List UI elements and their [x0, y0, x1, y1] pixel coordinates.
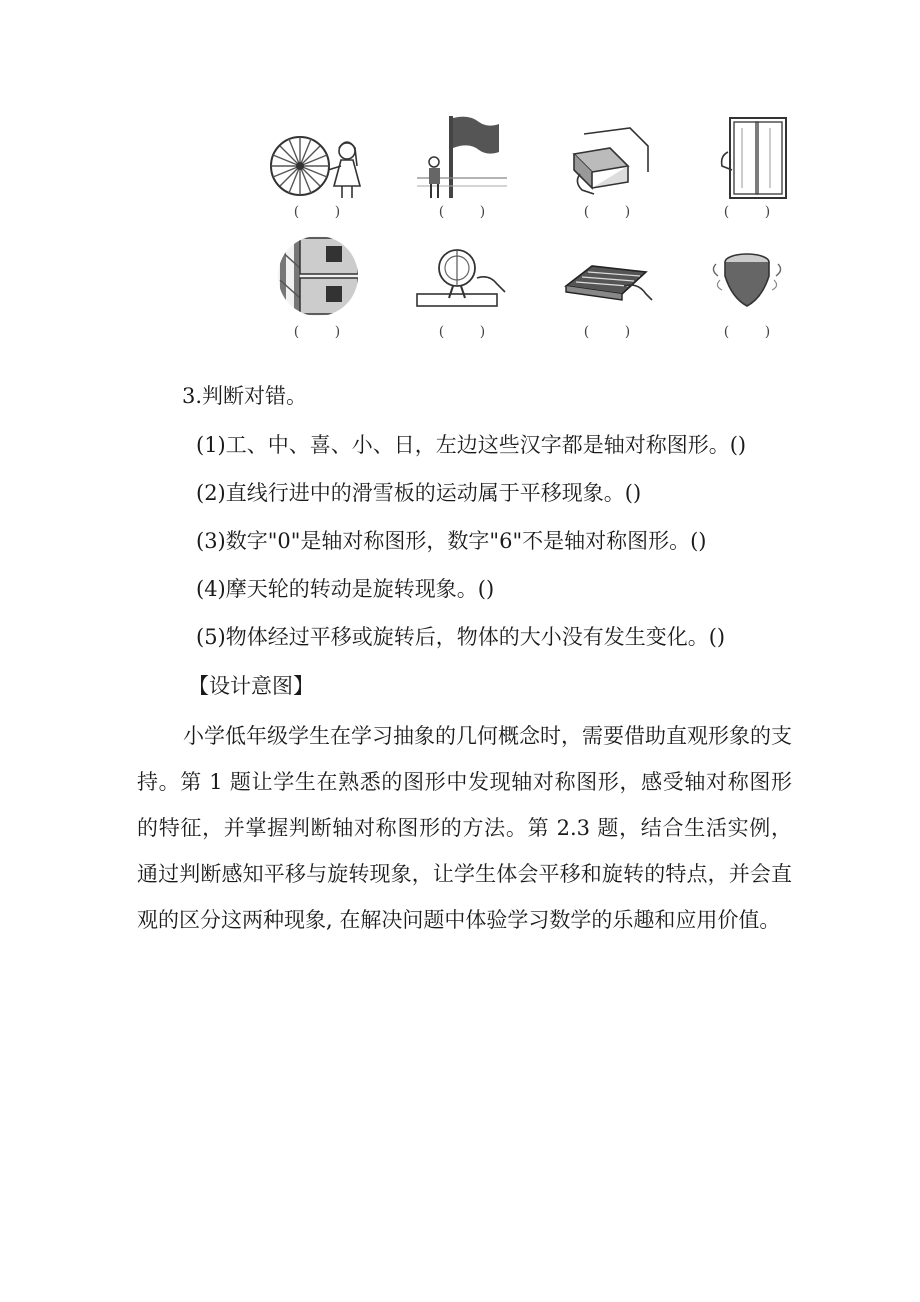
figure-item-3: [552, 108, 662, 223]
answer-blank: ( ): [293, 204, 341, 220]
question-item-3: (3)数字"0"是轴对称图形，数字"6"不是轴对称图形。(): [196, 529, 707, 553]
design-intent-label: 【设计意图】: [188, 674, 314, 698]
figure-item-5: [262, 228, 372, 343]
figure-item-6: [407, 228, 517, 343]
question-title: 3.判断对错。: [182, 384, 308, 408]
answer-blank: ( ): [723, 204, 771, 220]
ferris-wheel-girl-icon: [262, 108, 372, 203]
spinning-top-icon: [692, 228, 802, 323]
question-item-1: (1)工、中、喜、小、日，左边这些汉字都是轴对称图形。(): [196, 433, 747, 457]
question-item-2: (2)直线行进中的滑雪板的运动属于平移现象。(): [196, 481, 642, 505]
answer-blank: ( ): [293, 324, 341, 340]
question-item-4: (4)摩天轮的转动是旋转现象。(): [196, 577, 495, 601]
figure-item-1: [262, 108, 372, 223]
sliding-window-icon: [692, 108, 802, 203]
exercise-figure-grid: [262, 108, 802, 348]
design-intent-paragraph: [137, 713, 792, 943]
figure-item-8: [692, 228, 802, 343]
elevator-building-icon: [262, 228, 372, 323]
answer-blank: ( ): [583, 324, 631, 340]
figure-item-4: [692, 108, 802, 223]
drawer-pull-icon: [552, 108, 662, 203]
design-intent-text: 小学低年级学生在学习抽象的几何概念时，需要借助直观形象的支持。第 1 题让学生在熟悉的图形中发现轴对称图形，感受轴对称图形的特征，并掌握判断轴对称图形的方法。第 2.3 题，结合生活实例，通过判断感知平移与旋转现象，让学生体会平移和旋转的特点，并会直观的区分这两种现象, 在解决问题中体验学习数学的乐趣和应用价值。: [137, 724, 792, 932]
answer-blank: ( ): [583, 204, 631, 220]
flag-raising-icon: [407, 108, 517, 203]
answer-blank: ( ): [438, 204, 486, 220]
question-item-5: (5)物体经过平移或旋转后，物体的大小没有发生变化。(): [196, 625, 726, 649]
answer-blank: ( ): [438, 324, 486, 340]
answer-blank: ( ): [723, 324, 771, 340]
figure-item-7: [552, 228, 662, 343]
abacus-sliding-icon: [552, 228, 662, 323]
figure-item-2: [407, 108, 517, 223]
fan-wheel-icon: [407, 228, 517, 323]
